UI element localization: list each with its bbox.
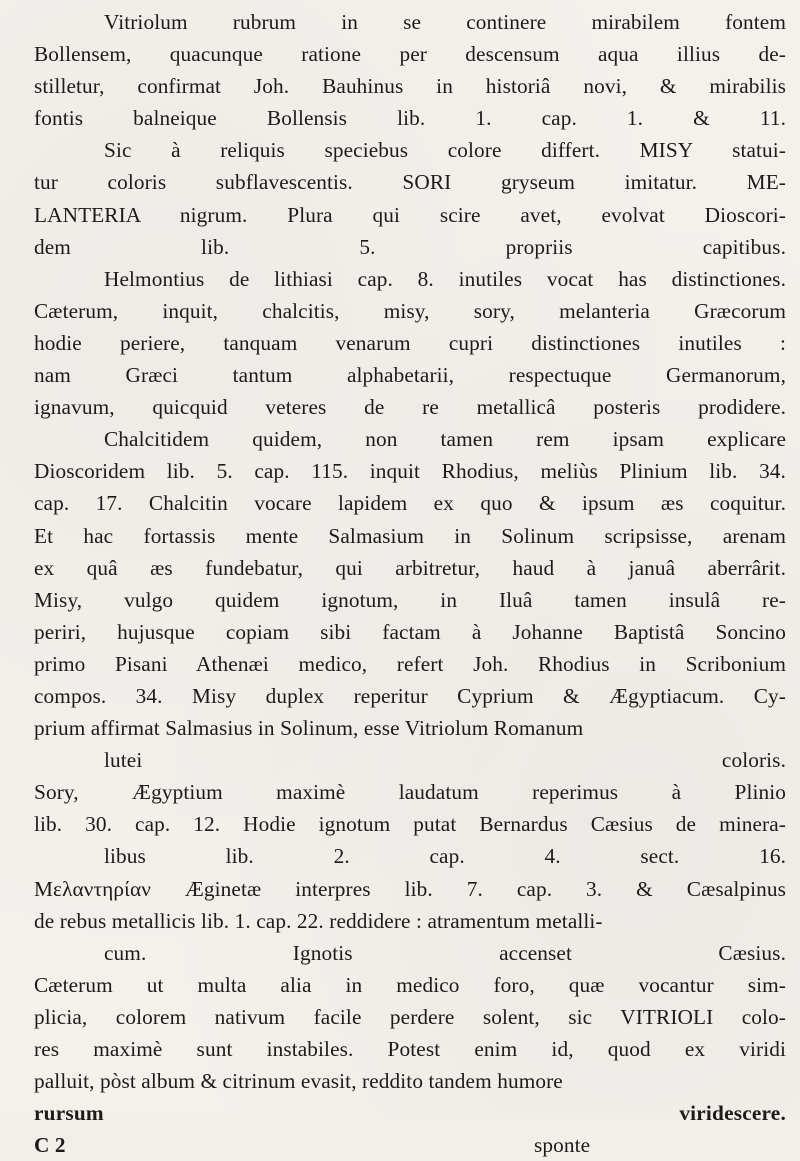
text-line: Μελαντηρίαν Æginetæ interpres lib. 7. cap. 3. & Cæsalpinus — [34, 876, 786, 901]
text-line: dem lib. 5. propriis capitibus. — [34, 234, 786, 259]
text-line: Bollensem, quacunque ratione per descensum aqua illius de- — [34, 42, 786, 67]
text-line: Cæterum, inquit, chalcitis, misy, sory, melanteria Græcorum — [34, 298, 786, 323]
text-line: rursum viridescere. — [34, 1101, 786, 1126]
text-line: Helmontius de lithiasi cap. 8. inutiles vocat has distinctiones. — [104, 266, 786, 291]
text-line: res maximè sunt instabiles. Potest enim id, quod ex viridi — [34, 1037, 786, 1061]
signature-mark: C 2 — [34, 1133, 66, 1158]
text-line: Cæterum ut multa alia in medico foro, quæ vocantur sim- — [34, 972, 786, 997]
text-line: nam Græci tantum alphabetarii, respectuque Germanorum, — [34, 363, 786, 388]
text-line: stilletur, confirmat Joh. Bauhinus in historiâ novi, & mirabilis — [34, 74, 786, 99]
text-line: de rebus metallicis lib. 1. cap. 22. reddidere : atramentum metalli- — [34, 908, 603, 933]
text-line: ignavum, quicquid veteres de re metallicâ posteris prodidere. — [34, 395, 786, 420]
latin-text-body — [34, 6, 786, 1161]
text-line: periri, hujusque copiam sibi factam à Johanne Baptistâ Soncino — [34, 619, 786, 644]
text-line: primo Pisani Athenæi medico, refert Joh. Rhodius in Scribonium — [34, 651, 786, 676]
text-line: cap. 17. Chalcitin vocare lapidem ex quo & ipsum æs coquitur. — [34, 491, 786, 516]
text-line: ex quâ æs fundebatur, qui arbitretur, haud à januâ aberrârit. — [34, 555, 786, 580]
text-line: Sory, Ægyptium maximè laudatum reperimus à Plinio — [34, 780, 786, 805]
text-line: Chalcitidem quidem, non tamen rem ipsam explicare — [104, 427, 786, 452]
text-line: Dioscoridem lib. 5. cap. 115. inquit Rhodius, meliùs Plinium lib. 34. — [34, 459, 786, 484]
page-footer — [34, 1129, 786, 1161]
text-line: fontis balneique Bollensis lib. 1. cap. 1. & 11. — [34, 106, 786, 131]
text-line: lib. 30. cap. 12. Hodie ignotum putat Bernardus Cæsius de minera- — [34, 812, 786, 837]
text-line: plicia, colorem nativum facile perdere solent, sic VITRIOLI colo- — [34, 1004, 786, 1029]
text-line: palluit, pòst album & citrinum evasit, reddito tandem humore — [34, 1069, 563, 1094]
text-line: LANTERIA nigrum. Plura qui scire avet, evolvat Dioscori- — [34, 202, 786, 227]
text-line: prium affirmat Salmasius in Solinum, esse Vitriolum Romanum — [34, 716, 584, 741]
text-line: lutei coloris. — [104, 748, 786, 773]
text-line: Sic à reliquis speciebus colore differt. MISY statui- — [104, 138, 786, 163]
text-line: Misy, vulgo quidem ignotum, in Iluâ tamen insulâ re- — [34, 587, 786, 612]
catchword: sponte — [534, 1133, 591, 1158]
text-line: cum. Ignotis accenset Cæsius. — [104, 940, 786, 965]
text-line: Vitriolum rubrum in se continere mirabilem fontem — [104, 10, 786, 34]
text-line: Et hac fortassis mente Salmasium in Solinum scripsisse, arenam — [34, 523, 786, 548]
text-line: tur coloris subflavescentis. SORI gryseum imitatur. ME- — [34, 170, 786, 195]
text-line: libus lib. 2. cap. 4. sect. 16. — [104, 844, 786, 869]
text-line: compos. 34. Misy duplex reperitur Cyprium & Ægyptiacum. Cy- — [34, 683, 786, 708]
text-line: hodie periere, tanquam venarum cupri distinctiones inutiles : — [34, 330, 786, 355]
